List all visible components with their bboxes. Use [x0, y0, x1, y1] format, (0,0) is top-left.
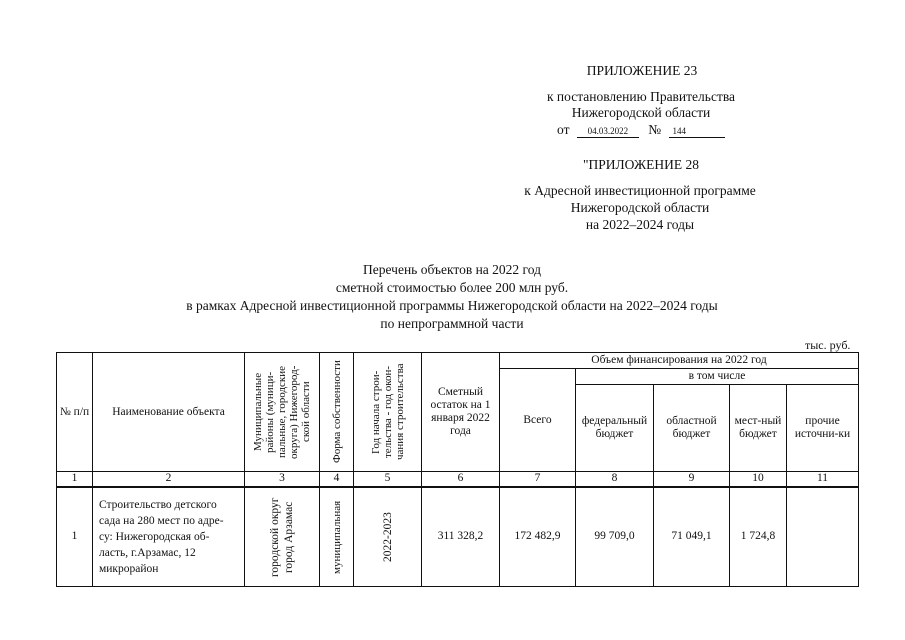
list-title-line-3: в рамках Адресной инвестиционной программы Нижегородской области на 2022–2024 годы — [186, 298, 718, 313]
row-years-text: 2022-2023 — [381, 511, 394, 562]
row-local: 1 724,8 — [730, 487, 787, 587]
header-federal: федеральный бюджет — [576, 385, 654, 472]
column-number: 10 — [730, 472, 787, 487]
program-line-2: Нижегородской области — [570, 200, 710, 215]
list-title-line-2: сметной стоимостью более 200 млн руб. — [335, 280, 569, 295]
header-including: в том числе — [576, 369, 859, 385]
row-total: 172 482,9 — [500, 487, 576, 587]
header-ownership-text: Форма собственности — [330, 360, 343, 464]
header-ownership — [320, 353, 354, 472]
header-name: Наименование объекта — [93, 353, 245, 472]
header-district — [245, 353, 320, 472]
header-financing: Объем финансирования на 2022 год — [500, 353, 859, 369]
row-name-text: Строительство детского сада на 280 мест по адре-су: Нижегородская об-ласть, г.Арзамас, 12 микрорайон — [99, 498, 224, 575]
row-ownership-text: муниципальная — [330, 500, 343, 574]
from-label: от — [557, 122, 570, 137]
row-federal: 99 709,0 — [576, 487, 654, 587]
row-district — [245, 487, 320, 587]
number-label: № — [648, 122, 662, 137]
decree-line-1: к постановлению Правительства — [546, 89, 736, 104]
header-other: прочие источни-ки — [787, 385, 859, 472]
header-regional: областной бюджет — [654, 385, 730, 472]
column-number: 7 — [500, 472, 576, 487]
program-line-1: к Адресной инвестиционной программе — [524, 183, 756, 198]
header-total: Всего — [500, 369, 576, 472]
header-local: мест-ный бюджет — [730, 385, 787, 472]
column-number: 4 — [320, 472, 354, 487]
row-other — [787, 487, 859, 587]
row-num: 1 — [57, 487, 93, 587]
column-number: 8 — [576, 472, 654, 487]
row-ownership — [320, 487, 354, 587]
list-title-line-1: Перечень объектов на 2022 год — [363, 262, 541, 277]
list-title-line-4: по непрограммной части — [380, 316, 524, 331]
decree-date-line — [557, 122, 725, 138]
objects-table — [56, 352, 859, 587]
units-label: тыс. руб. — [805, 338, 851, 352]
decree-number: 144 — [669, 125, 725, 138]
row-regional: 71 049,1 — [654, 487, 730, 587]
column-number: 6 — [422, 472, 500, 487]
column-number: 1 — [57, 472, 93, 487]
header-years-text: Год начала строи-тельства - год окон-чания строительства — [369, 363, 406, 461]
appendix-title: ПРИЛОЖЕНИЕ 23 — [586, 63, 698, 78]
appendix-28-title: "ПРИЛОЖЕНИЕ 28 — [582, 157, 700, 172]
column-number: 11 — [787, 472, 859, 487]
decree-date: 04.03.2022 — [577, 125, 639, 138]
decree-line-2: Нижегородской области — [571, 105, 711, 120]
header-district-text: Муниципальные районы (муници-пальные, городские округа) Нижегород-ской области — [252, 365, 312, 459]
column-number: 2 — [93, 472, 245, 487]
header-estimate: Сметный остаток на 1 января 2022 года — [422, 353, 500, 472]
column-number: 3 — [245, 472, 320, 487]
table-row — [57, 487, 859, 587]
row-district-text: городской округ город Арзамас — [269, 497, 295, 577]
program-line-3: на 2022–2024 годы — [585, 217, 695, 232]
row-name — [93, 487, 245, 587]
column-number: 9 — [654, 472, 730, 487]
header-num: № п/п — [57, 353, 93, 472]
column-number: 5 — [354, 472, 422, 487]
header-years — [354, 353, 422, 472]
row-estimate: 311 328,2 — [422, 487, 500, 587]
row-years — [354, 487, 422, 587]
